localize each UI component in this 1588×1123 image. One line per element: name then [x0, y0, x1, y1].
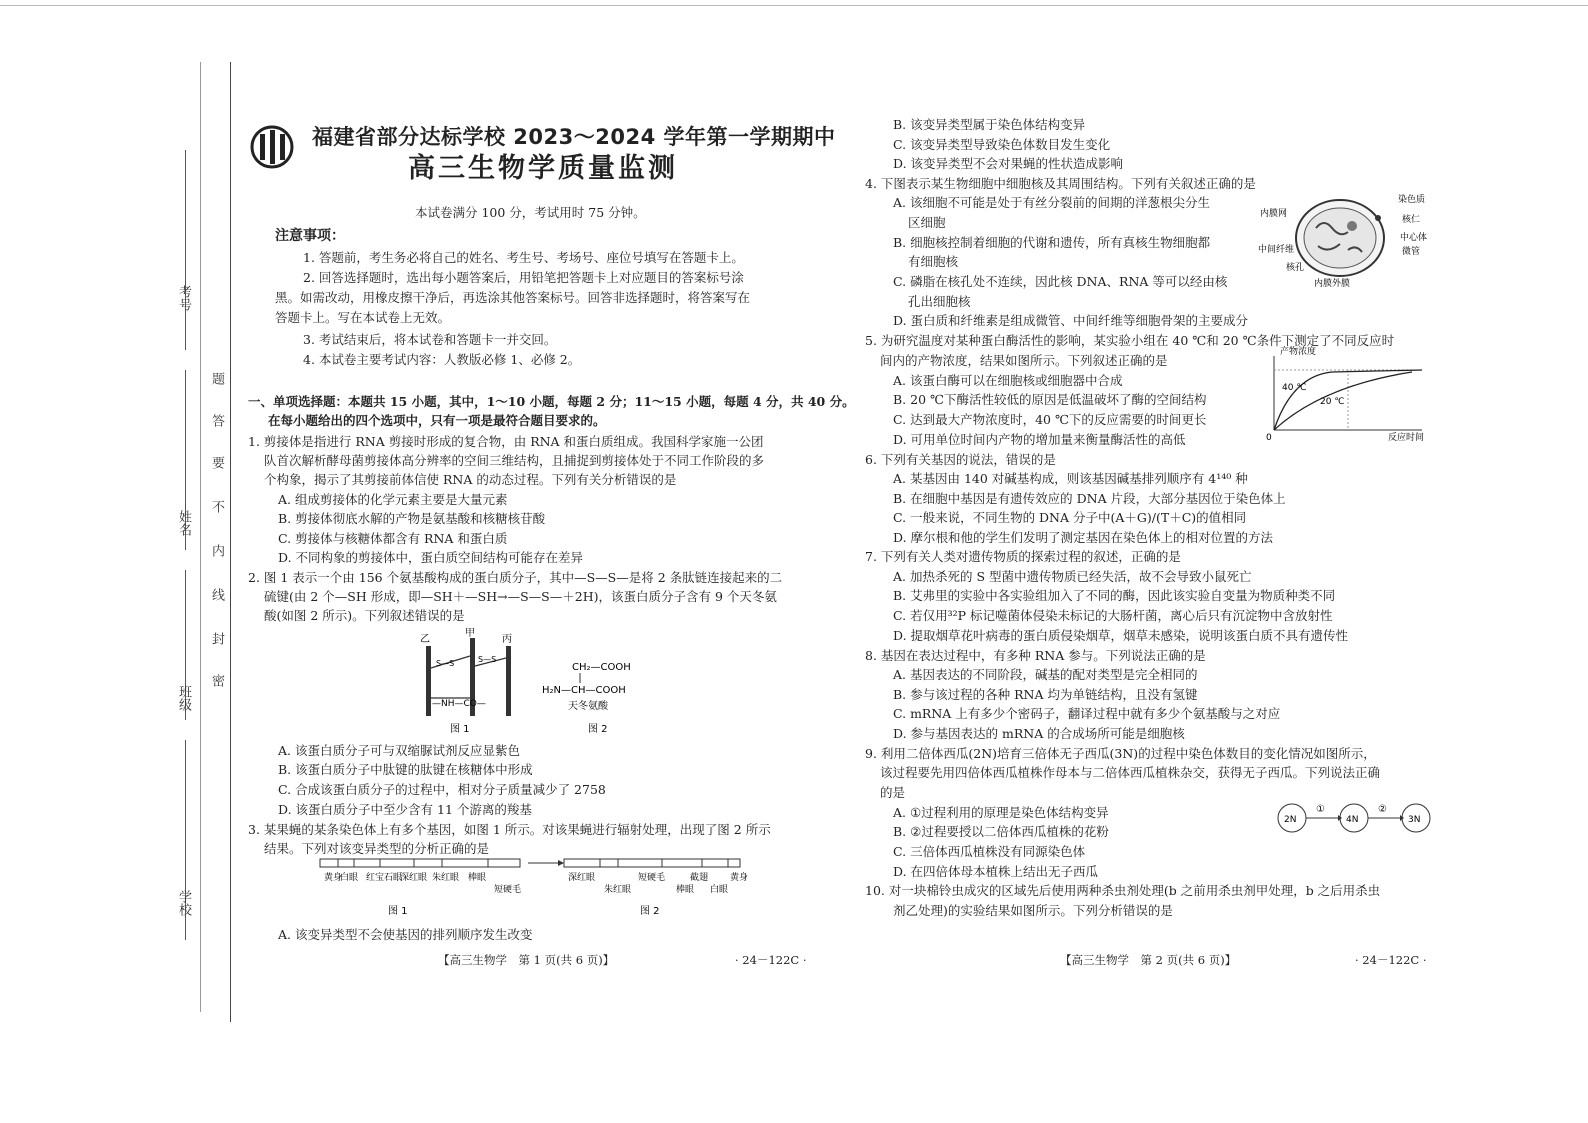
step-label: ①	[1316, 804, 1325, 815]
question-8-option: A. 基因表达的不同阶段，碱基的配对类型是完全相同的	[893, 667, 1198, 682]
question-9-option: D. 在四倍体母本植株上结出无子西瓜	[893, 864, 1099, 879]
gene-label: 深红眼	[568, 873, 596, 883]
question-9-option: C. 三倍体西瓜植株没有同源染色体	[893, 844, 1086, 859]
gene-label: 短硬毛	[638, 873, 666, 883]
question-2-option: A. 该蛋白质分子可与双缩脲试剂反应显紫色	[278, 743, 520, 758]
binding-line-outer	[200, 62, 201, 1012]
question-4-option: A. 该细胞不可能是处于有丝分裂前的间期的洋葱根尖分生	[893, 195, 1210, 210]
chain-label-jia: 甲	[465, 628, 475, 639]
question-2-option: D. 该蛋白质分子中至少含有 11 个游离的羧基	[278, 802, 532, 817]
section-heading-sub: 在每小题给出的四个选项中，只有一项是最符合题目要求的。	[268, 413, 606, 428]
nucleus-figure	[1258, 188, 1438, 292]
question-1-stem: 个构象，揭示了其剪接前体信使 RNA 的动态过程。下列有关分析错误的是	[264, 472, 677, 487]
question-9-option: B. ②过程要授以二倍体西瓜植株的花粉	[893, 824, 1109, 839]
gene-label: 深红眼	[400, 873, 428, 883]
nucleus-label: 核孔	[1286, 263, 1305, 273]
protein-figure-1	[410, 628, 540, 738]
note-item: 3. 考试结束后，将本试卷和答题卡一并交回。	[303, 332, 557, 347]
seal-char: 不	[209, 500, 224, 513]
exam-title-line2: 高三生物学质量监测	[408, 153, 678, 184]
question-2-stem: 2. 图 1 表示一个由 156 个氨基酸构成的蛋白质分子，其中—S—S—是将 2 条肽链连接起来的二	[248, 570, 783, 585]
question-1-option: A. 组成剪接体的化学元素主要是大量元素	[278, 492, 508, 507]
ploidy-node: 4N	[1346, 815, 1359, 825]
seal-char: 答	[209, 414, 224, 427]
gene-label: 红宝石眼	[366, 873, 403, 883]
question-1-option: D. 不同构象的剪接体中，蛋白质空间结构可能存在差异	[278, 550, 584, 565]
nucleus-label: 微管	[1402, 247, 1421, 257]
scan-top-edge	[0, 5, 1588, 6]
question-9-option: A. ①过程利用的原理是染色体结构变异	[893, 805, 1109, 820]
question-3-option: D. 该变异类型不会对果蝇的性状造成影响	[893, 156, 1124, 171]
figure-2-caption: 图 2	[588, 724, 608, 735]
question-4-option: C. 磷脂在核孔处不连续，因此核 DNA、RNA 等可以经由核	[893, 274, 1228, 289]
question-3-stem: 结果。下列对该变异类型的分析正确的是	[264, 841, 490, 856]
question-2-stem: 酸(如图 2 所示)。下列叙述错误的是	[264, 608, 465, 623]
question-4-option: B. 细胞核控制着细胞的代谢和遗传，所有真核生物细胞都	[893, 235, 1211, 250]
exam-no-label: 考号	[176, 285, 191, 311]
chart-ylabel: 产物浓度	[1280, 347, 1317, 357]
question-4-option: D. 蛋白质和纤维素是组成微管、中间纤维等细胞骨架的主要成分	[893, 313, 1249, 328]
nucleus-label: 染色质	[1398, 195, 1426, 205]
question-6-stem: 6. 下列有关基因的说法，错误的是	[865, 452, 1056, 467]
gene-label: 朱红眼	[432, 873, 460, 883]
seal-char: 内	[209, 544, 224, 557]
question-5-stem: 间内的产物浓度，结果如图所示。下列叙述正确的是	[880, 353, 1168, 368]
exam-logo-icon	[246, 124, 298, 170]
gene-label: 棒眼	[468, 873, 487, 883]
gene-label: 白眼	[710, 885, 729, 895]
nucleus-label: 内膜外膜	[1314, 279, 1351, 289]
question-1-stem: 队首次解析酵母菌剪接体高分辨率的空间三维结构，且捕捉到剪接体处于不同工作阶段的多	[264, 453, 765, 468]
question-8-option: B. 参与该过程的各种 RNA 均为单链结构，且没有氢键	[893, 687, 1198, 702]
question-8-option: D. 参与基因表达的 mRNA 的合成场所可能是细胞核	[893, 726, 1185, 741]
notes-heading: 注意事项：	[275, 228, 345, 244]
aspartate-formula: CH₂—COOH	[572, 662, 631, 673]
question-9-stem: 该过程要先用四倍体西瓜植株作母本与二倍体西瓜植株杂交，获得无子西瓜。下列说法正确	[880, 765, 1381, 780]
note-item: 4. 本试卷主要考试内容：人教版必修 1、必修 2。	[303, 352, 581, 367]
exam-info: 本试卷满分 100 分，考试用时 75 分钟。	[415, 205, 646, 220]
disulfide-label: S—S	[436, 659, 455, 668]
question-1-stem: 1. 剪接体是指进行 RNA 剪接时形成的复合物，由 RNA 和蛋白质组成。我国科学家施一公团	[248, 434, 764, 449]
section-heading: 一、单项选择题：本题共 15 小题，其中，1～10 小题，每题 2 分；11～15 小题，每题 4 分，共 40 分。	[248, 394, 855, 409]
chart-xlabel: 反应时间	[1388, 433, 1425, 442]
page-code-right: · 24－122C ·	[1355, 953, 1427, 967]
question-7-option: A. 加热杀死的 S 型菌中遗传物质已经失活，故不会导致小鼠死亡	[893, 569, 1252, 584]
seal-char: 线	[209, 588, 224, 601]
school-label: 学校	[176, 890, 191, 916]
ploidy-node: 3N	[1408, 815, 1421, 825]
nucleus-label: 内膜网	[1260, 209, 1288, 219]
question-9-stem: 9. 利用二倍体西瓜(2N)培育三倍体无子西瓜(3N)的过程中染色体数目的变化情况如图所示，	[865, 746, 1376, 761]
aspartate-formula: H₂N—CH—COOH	[542, 685, 626, 696]
question-3-stem: 3. 某果蝇的某条染色体上有多个基因，如图 1 所示。对该果蝇进行辐射处理，出现了图 2 所示	[248, 822, 771, 837]
question-6-option: B. 在细胞中基因是有遗传效应的 DNA 片段，大部分基因位于染色体上	[893, 491, 1286, 506]
question-5-option: D. 可用单位时间内产物的增加量来衡量酶活性的高低	[893, 432, 1186, 447]
question-7-option: B. 艾弗里的实验中各实验组加入了不同的酶，因此该实验自变量为物质种类不同	[893, 588, 1336, 603]
question-3-option: B. 该变异类型属于染色体结构变异	[893, 117, 1086, 132]
figure-1-caption: 图 1	[388, 906, 408, 917]
ploidy-node: 2N	[1284, 815, 1297, 825]
chromosome-figure	[318, 856, 758, 918]
seal-char: 封	[209, 632, 224, 645]
exam-title-line1: 福建省部分达标学校 2023～2024 学年第一学期期中	[312, 125, 836, 149]
question-9-stem: 的是	[880, 785, 906, 800]
question-5-stem: 5. 为研究温度对某种蛋白酶活性的影响，某实验小组在 40 ℃和 20 ℃条件下测定了不同反应时	[865, 333, 1395, 348]
step-label: ②	[1378, 804, 1387, 815]
seal-char: 要	[209, 456, 224, 469]
question-1-option: C. 剪接体与核糖体都含有 RNA 和蛋白质	[278, 531, 508, 546]
page-code-left: · 24－122C ·	[735, 953, 807, 967]
seal-char: 密	[209, 674, 224, 687]
nucleus-label: 中心体	[1400, 233, 1428, 243]
note-item: 1. 答题前，考生务必将自己的姓名、考生号、考场号、座位号填写在答题卡上。	[303, 250, 744, 265]
figure-2-caption: 图 2	[640, 906, 660, 917]
question-8-option: C. mRNA 上有多少个密码子，翻译过程中就有多少个氨基酸与之对应	[893, 706, 1281, 721]
question-4-option: 区细胞	[908, 215, 946, 230]
question-4-option: 有细胞核	[908, 254, 959, 269]
question-2-option: B. 该蛋白质分子中肽键的肽键在核糖体中形成	[278, 762, 533, 777]
seal-char: 题	[209, 372, 224, 385]
gene-label: 棒眼	[676, 885, 695, 895]
aspartate-name: 天冬氨酸	[568, 701, 608, 712]
question-5-option: C. 达到最大产物浓度时，40 ℃下的反应需要的时间更长	[893, 412, 1207, 427]
figure-1-caption: 图 1	[450, 724, 470, 735]
page-footer-right: 【高三生物学 第 2 页(共 6 页)】	[1060, 953, 1237, 967]
question-7-option: C. 若仅用³²P 标记噬菌体侵染未标记的大肠杆菌，离心后只有沉淀物中含放射性	[893, 608, 1333, 623]
nucleus-label: 中间纤维	[1258, 245, 1295, 255]
note-item: 答题卡上。写在本试卷上无效。	[275, 310, 451, 325]
binding-line-inner	[230, 62, 231, 1022]
enzyme-chart	[1262, 346, 1432, 442]
gene-label: 截翅	[690, 873, 709, 883]
nucleus-label: 核仁	[1402, 215, 1421, 225]
question-5-option: A. 该蛋白酶可以在细胞核或细胞器中合成	[893, 373, 1123, 388]
aspartate-figure-2	[540, 656, 660, 738]
note-item: 黑。如需改动，用橡皮擦干净后，再选涂其他答案标号。回答非选择题时，将答案写在	[275, 290, 751, 305]
disulfide-label: S—S	[478, 655, 497, 664]
question-1-option: B. 剪接体彻底水解的产物是氨基酸和核糖核苷酸	[278, 511, 546, 526]
ploidy-figure	[1272, 798, 1436, 838]
gene-label: 短硬毛	[494, 885, 522, 895]
gene-label: 黄身	[324, 873, 343, 883]
question-6-option: D. 摩尔根和他的学生们发明了测定基因在染色体上的相对位置的方法	[893, 530, 1274, 545]
name-label: 姓名	[176, 510, 191, 536]
question-10-stem: 10. 对一块棉铃虫成灾的区域先后使用两种杀虫剂处理(b 之前用杀虫剂甲处理，b 之后用杀虫	[865, 883, 1381, 898]
page-footer-left: 【高三生物学 第 1 页(共 6 页)】	[438, 953, 615, 967]
note-item: 2. 回答选择题时，选出每小题答案后，用铅笔把答题卡上对应题目的答案标号涂	[303, 270, 744, 285]
curve-label-40c: 40 ℃	[1282, 383, 1307, 393]
question-3-option: A. 该变异类型不会使基因的排列顺序发生改变	[278, 927, 533, 942]
question-7-stem: 7. 下列有关人类对遗传物质的探索过程的叙述，正确的是	[865, 549, 1181, 564]
question-4-stem: 4. 下图表示某生物细胞中细胞核及其周围结构。下列有关叙述正确的是	[865, 176, 1256, 191]
gene-label: 白眼	[340, 873, 359, 883]
class-label: 班级	[176, 685, 191, 711]
chart-origin: 0	[1266, 433, 1272, 442]
question-2-option: C. 合成该蛋白质分子的过程中，相对分子质量减少了 2758	[278, 782, 606, 797]
peptide-bond-label: —NH—CO—	[432, 699, 486, 709]
curve-label-20c: 20 ℃	[1320, 397, 1345, 407]
chain-label-yi: 乙	[420, 634, 430, 645]
question-6-option: C. 一般来说，不同生物的 DNA 分子中(A＋G)/(T＋C)的值相同	[893, 510, 1247, 525]
question-10-stem: 剂乙处理)的实验结果如图所示。下列分析错误的是	[893, 903, 1173, 918]
chain-label-bing: 丙	[502, 634, 512, 645]
exam-no-line	[185, 150, 186, 350]
question-6-option: A. 某基因由 140 对碱基构成，则该基因碱基排列顺序有 4¹⁴⁰ 种	[893, 471, 1248, 486]
gene-label: 黄身	[730, 873, 749, 883]
gene-label: 朱红眼	[604, 885, 632, 895]
question-8-stem: 8. 基因在表达过程中，有多种 RNA 参与。下列说法正确的是	[865, 648, 1206, 663]
question-3-option: C. 该变异类型导致染色体数目发生变化	[893, 137, 1111, 152]
question-5-option: B. 20 ℃下酶活性较低的原因是低温破坏了酶的空间结构	[893, 392, 1207, 407]
question-7-option: D. 提取烟草花叶病毒的蛋白质侵染烟草，烟草未感染，说明该蛋白质不具有遗传性	[893, 628, 1349, 643]
question-2-stem: 硫键(由 2 个—SH 形成，即—SH＋—SH→—S—S—＋2H)，该蛋白质分子含有 9 个天冬氨	[264, 589, 777, 604]
question-4-option: 孔出细胞核	[908, 294, 971, 309]
